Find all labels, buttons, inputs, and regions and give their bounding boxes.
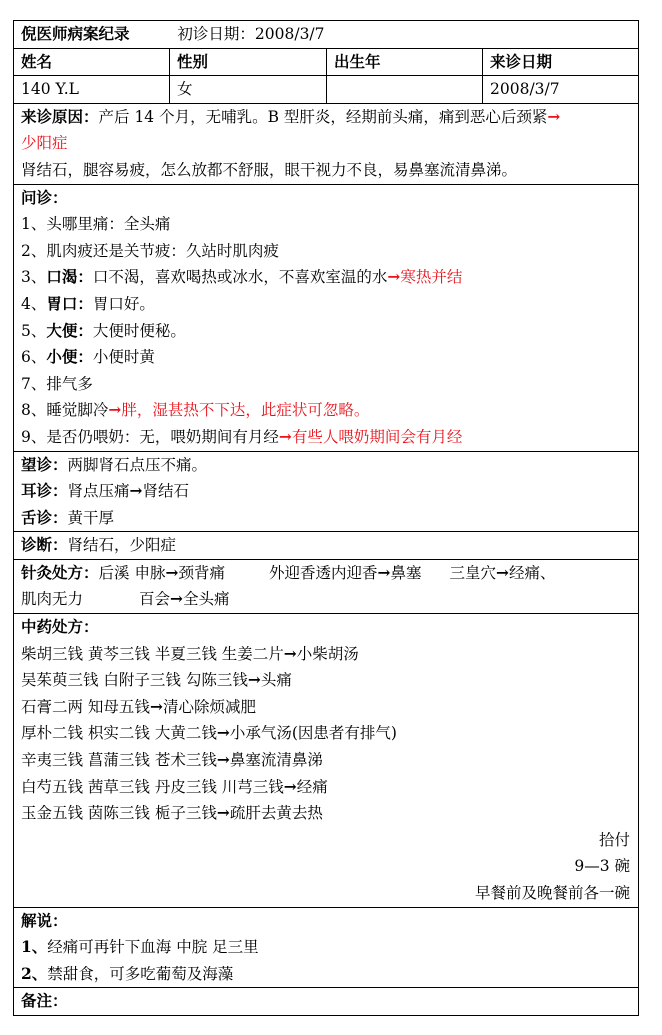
item-number: 3、 [21, 268, 47, 287]
item-text: 肌肉疲还是关节疲：久站时肌肉疲 [46, 241, 279, 260]
explanation-item [14, 934, 638, 961]
item-text: 是否仍喂奶：无，喂奶期间有月经 [46, 427, 279, 446]
notes-section [14, 988, 638, 1015]
herb-line [14, 694, 638, 721]
acupuncture-points: 百会 [139, 590, 171, 609]
herb-line [14, 800, 638, 827]
first-visit-date: 2008/3/7 [254, 25, 325, 43]
herb-list: 石膏二两 知母五钱 [21, 697, 150, 716]
notes-label: 备注： [21, 991, 68, 1011]
item-number: 2、 [21, 241, 47, 260]
explanation-item [14, 961, 638, 988]
arrow-icon: → [129, 481, 143, 501]
acupuncture-points: 后溪 申脉 [98, 563, 166, 582]
arrow-icon: → [170, 589, 184, 609]
herb-effect: 小柴胡汤 [296, 644, 359, 663]
inquiry-item [14, 264, 638, 291]
arrow-icon: → [216, 803, 230, 823]
patient-birth-year [327, 76, 483, 103]
dosage-timing: 早餐前及晚餐前各一碗 [474, 884, 630, 902]
item-text: 胃口好。 [92, 294, 155, 313]
arrow-icon: → [387, 267, 401, 287]
item-result: 寒热并结 [400, 268, 463, 287]
item-key: 大便： [46, 320, 93, 340]
patient-visit-date: 2008/3/7 [490, 80, 560, 99]
explanation-label: 解说： [21, 910, 68, 930]
arrow-icon: → [216, 723, 230, 743]
tongue-label: 舌诊： [21, 507, 68, 527]
inquiry-item [14, 344, 638, 371]
item-result: 胖，湿甚热不下达，此症状可忽略。 [121, 401, 370, 420]
arrow-icon: → [547, 106, 561, 126]
herb-effect: 清心除烦减肥 [162, 697, 256, 716]
look-text: 两脚肾石点压不痛。 [67, 455, 208, 474]
arrow-icon: → [278, 426, 292, 446]
herb-list: 辛夷三钱 菖蒲三钱 苍术三钱 [21, 751, 217, 770]
item-key: 胃口： [46, 293, 93, 313]
acupuncture-points: 肌肉无力 [21, 590, 84, 609]
first-visit-label: 初诊日期： [177, 25, 255, 43]
inquiry-section [14, 185, 638, 452]
item-number: 8、 [21, 401, 47, 420]
arrow-icon: → [377, 562, 391, 582]
item-number: 6、 [21, 348, 47, 367]
name-header: 姓名 [14, 49, 170, 76]
ear-result: 肾结石 [142, 482, 190, 501]
herb-line [14, 641, 638, 668]
arrow-icon: → [247, 670, 261, 690]
ear-text: 肾点压痛 [67, 482, 130, 501]
item-number: 5、 [21, 321, 47, 340]
visit-reason-text: 产后 14 个月，无哺乳。B 型肝炎，经期前头痛，痛到恶心后颈紧 [98, 107, 548, 126]
item-key: 小便： [46, 347, 93, 367]
herb-list: 白芍五钱 茜草三钱 丹皮三钱 川芎三钱 [21, 777, 284, 796]
arrow-icon: → [216, 750, 230, 770]
item-text: 头哪里痛：全头痛 [46, 215, 171, 234]
acupuncture-section [14, 560, 638, 614]
acupuncture-effect: 鼻塞 [390, 563, 422, 582]
item-text: 口不渴，喜欢喝热或冰水，不喜欢室温的水 [92, 268, 388, 287]
item-text: 经痛可再针下血海 中脘 足三里 [47, 938, 259, 957]
herb-effect: 鼻塞流清鼻涕 [229, 751, 323, 770]
dosage-quantity: 拾付 [598, 830, 630, 849]
inquiry-item [14, 291, 638, 318]
arrow-icon: → [496, 562, 510, 582]
item-text: 排气多 [46, 374, 93, 393]
herb-effect: 经痛 [296, 777, 328, 796]
herb-line [14, 747, 638, 774]
herb-line [14, 774, 638, 801]
herb-line [14, 720, 638, 747]
arrow-icon: → [149, 696, 163, 716]
herb-list: 厚朴二钱 枳实二钱 大黄二钱 [21, 724, 217, 743]
inquiry-item [14, 424, 638, 451]
acupuncture-label: 针灸处方： [21, 562, 99, 582]
inquiry-item [14, 397, 638, 424]
visit-reason-label: 来诊原因： [21, 106, 99, 126]
info-value-row [14, 76, 638, 104]
acupuncture-effect: 颈背痛 [178, 563, 225, 582]
diagnosis-text: 肾结石，少阳症 [67, 536, 177, 555]
diagnosis-section [14, 532, 638, 560]
herb-list: 吴茱萸三钱 白附子三钱 勾陈三钱 [21, 671, 248, 690]
look-label: 望诊： [21, 454, 68, 474]
gender-header: 性别 [170, 49, 327, 76]
item-number: 1、 [21, 215, 47, 234]
acupuncture-points: 外迎香透内迎香 [268, 563, 378, 582]
arrow-icon: → [283, 776, 297, 796]
item-text: 禁甜食，可多吃葡萄及海藻 [47, 964, 234, 983]
herb-line [14, 667, 638, 694]
arrow-icon: → [283, 643, 297, 663]
item-number: 4、 [21, 294, 47, 313]
acupuncture-effect: 经痛、 [509, 563, 556, 582]
item-number: 2、 [21, 963, 48, 983]
record-title: 倪医师病案纪录 [21, 24, 130, 43]
item-number: 1、 [21, 937, 48, 957]
inquiry-item [14, 238, 638, 265]
info-header-row [14, 49, 638, 77]
item-text: 小便时黄 [92, 348, 155, 367]
ear-label: 耳诊： [21, 481, 68, 501]
inquiry-item [14, 318, 638, 345]
herb-effect: 小承气汤(因患者有排气) [229, 724, 397, 743]
patient-gender: 女 [170, 76, 327, 103]
patient-name: 140 Y.L [14, 76, 170, 103]
item-text: 睡觉脚冷 [46, 401, 109, 420]
visit-reason-text-2: 肾结石，腿容易疲，怎么放都不舒服，眼干视力不良，易鼻塞流清鼻涕。 [21, 160, 518, 179]
inquiry-item [14, 371, 638, 398]
herb-effect: 头痛 [260, 671, 292, 690]
tongue-text: 黄干厚 [67, 508, 115, 527]
dosage-water: 9—3 碗 [574, 857, 630, 876]
inquiry-label: 问诊： [21, 187, 68, 207]
visit-reason-section [14, 104, 638, 185]
item-text: 大便时便秘。 [92, 321, 186, 340]
item-number: 7、 [21, 374, 47, 393]
observation-section [14, 452, 638, 533]
herbal-prescription-section [14, 614, 638, 908]
birth-year-header: 出生年 [327, 49, 483, 76]
diagnosis-label: 诊断： [21, 535, 68, 555]
arrow-icon: → [165, 562, 179, 582]
inquiry-item [14, 211, 638, 238]
explanation-section [14, 908, 638, 989]
record-header [14, 21, 638, 49]
herb-list: 柴胡三钱 黄芩三钱 半夏三钱 生姜二片 [21, 644, 284, 663]
visit-reason-result: 少阳症 [21, 134, 68, 153]
herb-list: 玉金五钱 茵陈三钱 栀子三钱 [21, 804, 217, 823]
acupuncture-effect: 全头痛 [183, 590, 230, 609]
item-result: 有些人喂奶期间会有月经 [291, 427, 463, 446]
item-number: 9、 [21, 427, 47, 446]
acupuncture-points: 三皇穴 [449, 563, 497, 582]
herbs-label: 中药处方： [21, 617, 99, 637]
arrow-icon: → [108, 400, 122, 420]
medical-record-sheet [13, 20, 639, 1016]
herb-effect: 疏肝去黄去热 [229, 804, 323, 823]
visit-date-header: 来诊日期 [490, 51, 553, 71]
item-key: 口渴： [46, 267, 93, 287]
